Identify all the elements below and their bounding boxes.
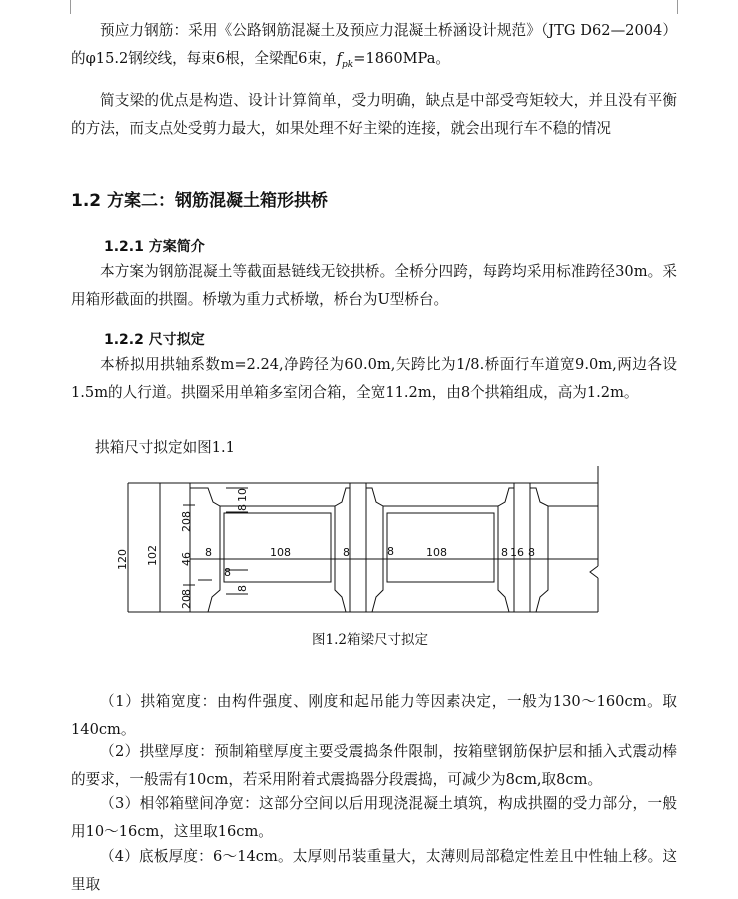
dim-label-web-8c: 8 (387, 545, 394, 558)
fpk-symbol (336, 50, 354, 70)
crop-mark-right (677, 0, 679, 14)
dim-label-102: 102 (146, 545, 159, 566)
dim-label-span-108a: 108 (270, 546, 291, 559)
dim-label-span-108b: 108 (426, 546, 447, 559)
paragraph-prestress-steel (71, 17, 677, 79)
paragraph-figure-ref: 拱箱尺寸拟定如图1.1 (95, 439, 235, 456)
paragraph-scheme-intro: 本方案为钢筋混凝土等截面悬链线无铰拱桥。全桥分四跨，每跨均采用标准跨径30m。采用箱形截面的拱圈。桥墩为重力式桥墩，桥台为U型桥台。 (71, 263, 677, 308)
dim-label-gap-16: 16 (510, 546, 524, 559)
fpk-f: f (336, 50, 343, 67)
dim-label-web-8e: 8 (528, 546, 535, 559)
heading-scheme-two: 1.2 方案二：钢筋混凝土箱形拱桥 (71, 191, 329, 211)
dim-label-side-8: 8 (180, 511, 193, 518)
para1-text-before: 预应力钢筋：采用《公路钢筋混凝土及预应力混凝土桥涵设计规范》（JTG D62—2004）的φ15.2钢绞线，每束6根，全梁配6束， (71, 22, 677, 67)
dim-label-46: 46 (180, 552, 193, 566)
dim-label-low-8b: 8 (236, 585, 249, 592)
heading-dimension-draft: 1.2.2 尺寸拟定 (104, 332, 205, 348)
dim-label-top-10: 10 (236, 488, 249, 502)
list-item-box-width: （1）拱箱宽度：由构件强度、刚度和起吊能力等因素决定，一般为130～160cm。取140cm。 (71, 693, 677, 738)
paragraph-simple-beam: 简支梁的优点是构造、设计计算简单，受力明确，缺点是中部受弯矩较大，并且没有平衡的方法，而支点处受剪力最大，如果处理不好主梁的连接，就会出现行车不稳的情况 (71, 92, 677, 137)
heading-scheme-intro: 1.2.1 方案简介 (104, 239, 205, 255)
paragraph-dimension-draft: 本桥拟用拱轴系数m=2.24,净跨径为60.0m,矢跨比为1/8.桥面行车道宽9.0m,两边各设1.5m的人行道。拱圈采用单箱多室闭合箱，全宽11.2m，由8个拱箱组成，高为1.2m。 (71, 356, 677, 401)
para1-text-after: =1860MPa。 (353, 50, 451, 67)
list-item-clear-width: （3）相邻箱壁间净宽：这部分空间以后用现浇混凝土填筑，构成拱圈的受力部分，一般用10～16cm，这里取16cm。 (71, 795, 677, 840)
dim-label-low-8a: 8 (224, 566, 231, 579)
dim-label-top-8: 8 (236, 504, 249, 511)
list-item-wall-thickness: （2）拱壁厚度：预制箱壁厚度主要受震捣条件限制，按箱壁钢筋保护层和插入式震动棒的要求，一般需有10cm，若采用附着式震捣器分段震捣，可减少为8cm,取8cm。 (71, 743, 677, 788)
figure-caption: 图1.2箱梁尺寸拟定 (312, 632, 428, 648)
list-item-bottom-thickness: （4）底板厚度：6～14cm。太厚则吊装重量大，太薄则局部稳定性差且中性轴上移。这里取 (71, 848, 677, 893)
dim-label-web-8a: 8 (205, 546, 212, 559)
crop-mark-left (70, 0, 72, 14)
dim-label-bot-8: 8 (180, 589, 193, 596)
fpk-sub: pk (342, 59, 354, 70)
dim-label-120: 120 (116, 549, 129, 570)
dim-label-web-8b: 8 (343, 546, 350, 559)
dim-label-bot-20: 20 (180, 595, 193, 609)
dim-label-web-8d: 8 (501, 546, 508, 559)
box-girder-figure (0, 458, 738, 628)
dim-label-side-20: 20 (180, 518, 193, 532)
